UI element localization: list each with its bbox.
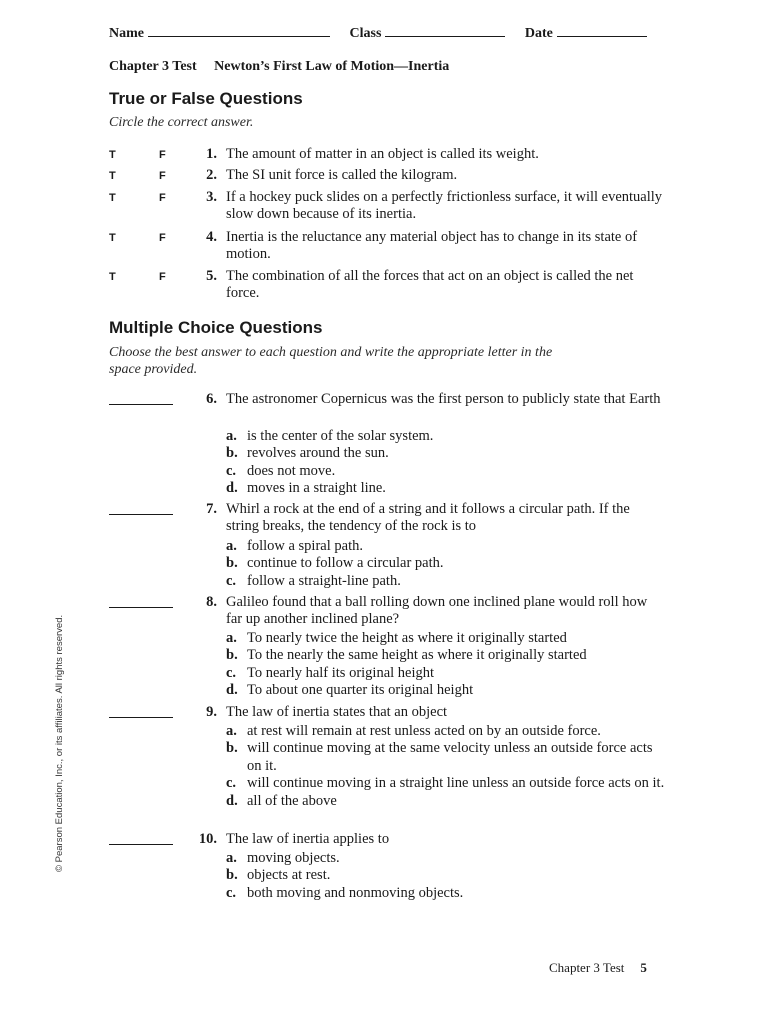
answer-blank[interactable]: [109, 404, 173, 405]
option-letter: d.: [226, 682, 238, 699]
chapter-label: Chapter 3 Test: [109, 59, 197, 74]
answer-option: [226, 573, 666, 590]
answer-blank[interactable]: [109, 717, 173, 718]
student-info-header: [109, 24, 647, 42]
false-option[interactable]: F: [159, 271, 166, 283]
true-option[interactable]: T: [109, 192, 116, 204]
option-letter: c.: [226, 775, 237, 792]
answer-option: [226, 775, 666, 792]
answer-option: [226, 647, 666, 664]
option-text: follow a spiral path.: [247, 538, 363, 554]
question-number: 2.: [206, 167, 217, 183]
answer-option: [226, 463, 666, 480]
option-letter: c.: [226, 664, 237, 681]
name-field[interactable]: [148, 24, 330, 37]
footer-label: Chapter 3 Test: [549, 960, 625, 975]
answer-option: [226, 793, 666, 810]
multiple-choice-instruction: Choose the best answer to each question and write the appropriate letter in the space provided.: [109, 345, 553, 377]
question-text: The law of inertia applies to: [226, 831, 390, 847]
answer-option: [226, 480, 666, 497]
option-letter: a.: [226, 428, 237, 444]
false-option[interactable]: F: [159, 192, 166, 204]
option-letter: c.: [226, 462, 237, 479]
answer-option: [226, 555, 666, 572]
question-number: 3.: [206, 189, 217, 205]
page-footer: [549, 960, 647, 976]
false-option[interactable]: F: [159, 149, 166, 161]
question-number: 7.: [206, 501, 217, 517]
question-text: Inertia is the reluctance any material object has to change in its state of motion.: [226, 229, 638, 262]
option-text: continue to follow a circular path.: [247, 555, 444, 572]
question-number: 6.: [206, 391, 217, 407]
true-option[interactable]: T: [109, 170, 116, 182]
option-text: To the nearly the same height as where it originally started: [247, 647, 587, 664]
option-letter: d.: [226, 480, 238, 497]
answer-options: [226, 538, 666, 590]
option-text: at rest will remain at rest unless acted on by an outside force.: [247, 723, 601, 739]
class-label: Class: [349, 26, 382, 41]
option-letter: c.: [226, 884, 237, 901]
answer-blank[interactable]: [109, 607, 173, 608]
answer-option: [226, 885, 666, 902]
option-text: To about one quarter its original height: [247, 682, 474, 699]
answer-option: [226, 867, 666, 884]
question-text: The amount of matter in an object is called its weight.: [226, 146, 539, 162]
option-letter: a.: [226, 630, 237, 646]
option-letter: b.: [226, 867, 238, 884]
question-number: 8.: [206, 594, 217, 610]
copyright-notice: © Pearson Education, Inc., or its affiliates. All rights reserved.: [54, 614, 65, 872]
answer-option: [226, 630, 666, 647]
question-text: The combination of all the forces that act on an object is called the net force.: [226, 268, 634, 301]
answer-blank[interactable]: [109, 514, 173, 515]
true-option[interactable]: T: [109, 271, 116, 283]
answer-option: [226, 723, 666, 740]
answer-options: [226, 850, 666, 902]
answer-option: [226, 445, 666, 462]
answer-blank[interactable]: [109, 844, 173, 845]
false-option[interactable]: F: [159, 232, 166, 244]
option-text: will continue moving in a straight line unless an outside force acts on it.: [247, 775, 665, 792]
question-number: 5.: [206, 268, 217, 284]
option-letter: b.: [226, 555, 238, 572]
true-option[interactable]: T: [109, 232, 116, 244]
date-field[interactable]: [557, 24, 647, 37]
question-number: 1.: [206, 146, 217, 162]
answer-option: [226, 740, 666, 775]
option-text: follow a straight-line path.: [247, 572, 401, 589]
date-label: Date: [524, 26, 553, 41]
answer-option: [226, 538, 666, 555]
option-letter: b.: [226, 740, 238, 757]
answer-options: [226, 428, 666, 498]
answer-options: [226, 630, 666, 700]
question-text: Whirl a rock at the end of a string and it follows a circular path. If the string breaks, the tendency of the rock is to: [226, 501, 630, 534]
option-text: To nearly twice the height as where it originally started: [247, 630, 567, 646]
option-letter: a.: [226, 538, 237, 554]
question-text: The SI unit force is called the kilogram.: [226, 167, 458, 183]
multiple-choice-heading: Multiple Choice Questions: [109, 318, 323, 337]
answer-option: [226, 682, 666, 699]
false-option[interactable]: F: [159, 170, 166, 182]
option-text: all of the above: [247, 792, 337, 809]
option-text: does not move.: [247, 462, 336, 479]
option-text: both moving and nonmoving objects.: [247, 884, 464, 901]
question-text: Galileo found that a ball rolling down one inclined plane would roll how far up another inclined plane?: [226, 594, 648, 627]
option-text: objects at rest.: [247, 867, 331, 884]
option-letter: b.: [226, 647, 238, 664]
question-number: 4.: [206, 229, 217, 245]
name-label: Name: [109, 26, 144, 41]
test-subtitle: Newton’s First Law of Motion—Inertia: [214, 59, 450, 74]
true-false-instruction: Circle the correct answer.: [109, 115, 254, 130]
question-text: The astronomer Copernicus was the first person to publicly state that Earth: [226, 391, 661, 407]
option-text: is the center of the solar system.: [247, 428, 434, 444]
question-number: 9.: [206, 704, 217, 720]
option-letter: d.: [226, 792, 238, 809]
test-title: [109, 59, 449, 75]
option-letter: c.: [226, 572, 237, 589]
option-text: revolves around the sun.: [247, 445, 389, 462]
true-false-heading: True or False Questions: [109, 89, 303, 108]
answer-option: [226, 665, 666, 682]
answer-option: [226, 850, 666, 867]
option-text: moves in a straight line.: [247, 480, 386, 497]
answer-option: [226, 428, 666, 445]
option-text: To nearly half its original height: [247, 664, 435, 681]
answer-options: [226, 723, 666, 810]
option-text: moving objects.: [247, 850, 340, 866]
page-number: 5: [640, 960, 647, 975]
true-option[interactable]: T: [109, 149, 116, 161]
class-field[interactable]: [385, 24, 505, 37]
question-number: 10.: [198, 831, 217, 847]
question-text: If a hockey puck slides on a perfectly frictionless surface, it will eventually slow down because of its inertia.: [226, 189, 663, 222]
option-text: will continue moving at the same velocity unless an outside force acts on it.: [247, 740, 653, 774]
question-text: The law of inertia states that an object: [226, 704, 448, 720]
option-letter: a.: [226, 723, 237, 739]
option-letter: a.: [226, 850, 237, 866]
option-letter: b.: [226, 445, 238, 462]
